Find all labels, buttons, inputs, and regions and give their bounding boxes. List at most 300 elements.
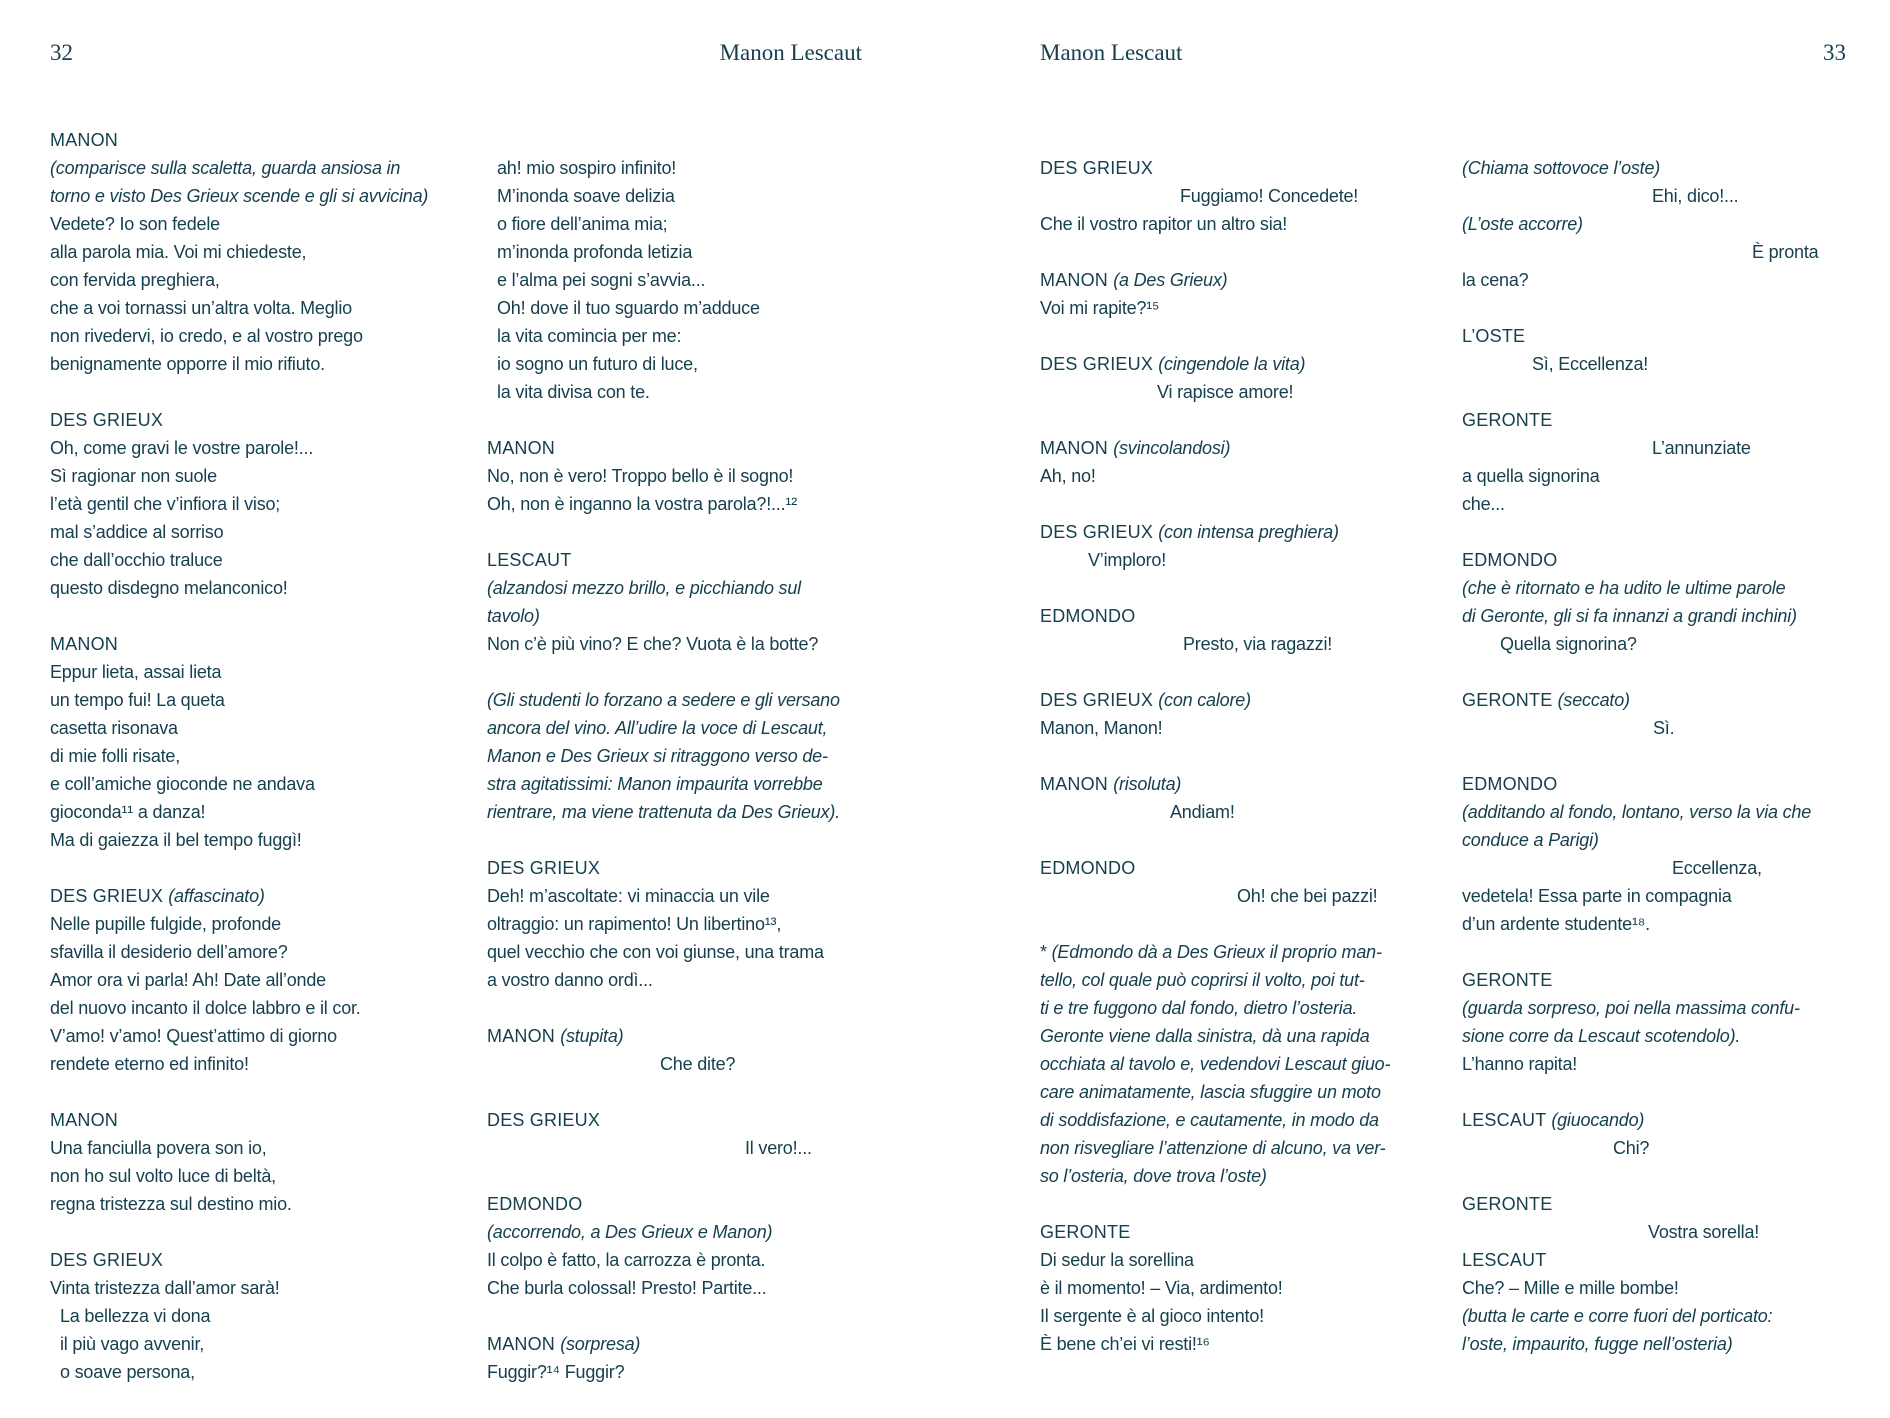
stage-direction-text: (Chiama sottovoce l’oste)	[1462, 158, 1661, 178]
verse-text: non ho sul volto luce di beltà,	[50, 1166, 276, 1186]
stage-direction-text: (L’oste accorre)	[1462, 214, 1583, 234]
verse-text: Quella signorina?	[1500, 634, 1637, 654]
stage-direction	[1462, 798, 1848, 826]
verse-line	[50, 490, 430, 518]
verse-line	[487, 630, 867, 658]
speaker-line	[50, 406, 430, 434]
verse-text: Sì.	[1653, 718, 1675, 738]
verse-line	[1462, 854, 1848, 882]
running-title-left: Manon Lescaut	[719, 40, 862, 65]
verse-line	[487, 966, 867, 994]
verse-line	[1462, 1050, 1848, 1078]
speaker-line	[487, 1330, 867, 1358]
stage-direction	[1462, 154, 1848, 182]
speech-block	[1040, 938, 1422, 1190]
verse-text: Il sergente è al gioco intento!	[1040, 1306, 1264, 1326]
verse-line	[50, 798, 430, 826]
verse-text: con fervida preghiera,	[50, 270, 220, 290]
speech-block	[1462, 686, 1848, 742]
verse-text: Deh! m’ascoltate: vi minaccia un vile	[487, 886, 770, 906]
speaker-name: GERONTE	[1462, 1194, 1553, 1214]
speaker-line	[487, 854, 867, 882]
speaker-name: GERONTE	[1462, 970, 1553, 990]
verse-line	[50, 546, 430, 574]
speech-block	[487, 1330, 867, 1386]
stage-direction	[1040, 966, 1422, 994]
speaker-line	[487, 1022, 867, 1050]
verse-line	[50, 574, 430, 602]
verse-text: gioconda¹¹ a danza!	[50, 802, 206, 822]
speech-block	[487, 686, 867, 826]
stage-direction	[487, 742, 867, 770]
verse-text: mal s’addice al sorriso	[50, 522, 224, 542]
speech-block	[1462, 770, 1848, 938]
stage-direction	[1462, 1330, 1848, 1358]
verse-text: V’imploro!	[1088, 550, 1167, 570]
verse-text: non rivedervi, io credo, e al vostro prego	[50, 326, 363, 346]
stage-direction-text: (giuocando)	[1551, 1110, 1645, 1130]
verse-text: ah! mio sospiro infinito!	[497, 158, 677, 178]
speech-block	[1462, 154, 1848, 294]
verse-line	[487, 378, 867, 406]
verse-text: Eccellenza,	[1672, 858, 1762, 878]
stage-direction	[50, 182, 430, 210]
stage-direction	[1462, 574, 1848, 602]
stage-direction	[1462, 1302, 1848, 1330]
verse-text: oltraggio: un rapimento! Un libertino¹³,	[487, 914, 782, 934]
verse-line	[1040, 546, 1422, 574]
verse-text: Amor ora vi parla! Ah! Date all’onde	[50, 970, 326, 990]
verse-text: M’inonda soave delizia	[497, 186, 675, 206]
verse-line	[1040, 210, 1422, 238]
stage-direction	[1462, 1022, 1848, 1050]
stage-direction-text: (accorrendo, a Des Grieux e Manon)	[487, 1222, 773, 1242]
verse-text: V’amo! v’amo! Quest’attimo di giorno	[50, 1026, 337, 1046]
speech-block	[487, 854, 867, 994]
speaker-line	[1040, 686, 1422, 714]
speaker-line	[1040, 602, 1422, 630]
stage-direction-text: (seccato)	[1557, 690, 1630, 710]
verse-text: Oh, non è inganno la vostra parola?!...¹²	[487, 494, 797, 514]
speaker-line	[1462, 686, 1848, 714]
speech-block	[1040, 1218, 1422, 1358]
verse-line	[50, 714, 430, 742]
verse-line	[50, 210, 430, 238]
stage-direction	[1462, 602, 1848, 630]
verse-text: Eppur lieta, assai lieta	[50, 662, 222, 682]
verse-line	[50, 1302, 430, 1330]
text-column	[50, 126, 430, 1386]
verse-line	[1462, 434, 1848, 462]
verse-line	[1040, 1274, 1422, 1302]
verse-line	[50, 1134, 430, 1162]
speaker-line	[1040, 350, 1422, 378]
speech-block	[1040, 154, 1422, 238]
stage-direction	[1462, 994, 1848, 1022]
speaker-name: MANON	[1040, 774, 1114, 794]
verse-line	[1040, 714, 1422, 742]
verse-line	[487, 882, 867, 910]
verse-text: Vinta tristezza dall’amor sarà!	[50, 1278, 280, 1298]
verse-line	[1040, 378, 1422, 406]
stage-direction-text: (che è ritornato e ha udito le ultime parole	[1462, 578, 1786, 598]
stage-direction	[487, 1218, 867, 1246]
stage-direction-text: (risoluta)	[1113, 774, 1182, 794]
speech-block	[1462, 322, 1848, 378]
speaker-line	[1462, 406, 1848, 434]
verse-line	[50, 462, 430, 490]
stage-direction-text: di soddisfazione, e cautamente, in modo da	[1040, 1110, 1379, 1130]
verse-line	[1462, 238, 1848, 266]
verse-text: di mie folli risate,	[50, 746, 181, 766]
stage-direction-text: (con calore)	[1158, 690, 1251, 710]
verse-text: Oh, come gravi le vostre parole!...	[50, 438, 314, 458]
stage-direction-text: tello, col quale può coprirsi il volto, poi tut-	[1040, 970, 1365, 990]
verse-line	[50, 910, 430, 938]
verse-text: e coll’amiche gioconde ne andava	[50, 774, 315, 794]
verse-line	[50, 434, 430, 462]
verse-line	[1040, 630, 1422, 658]
verse-text: Vostra sorella!	[1648, 1222, 1760, 1242]
verse-line	[487, 1134, 867, 1162]
verse-text: Ah, no!	[1040, 466, 1096, 486]
verse-line	[487, 350, 867, 378]
verse-line	[1040, 938, 1422, 966]
stage-direction-text: (Gli studenti lo forzano a sedere e gli versano	[487, 690, 840, 710]
verse-line	[487, 266, 867, 294]
speaker-line	[1462, 1246, 1848, 1274]
stage-direction	[1462, 210, 1848, 238]
stage-direction-text: sione corre da Lescaut scotendolo).	[1462, 1026, 1741, 1046]
speaker-line	[50, 882, 430, 910]
verse-line	[487, 938, 867, 966]
speaker-line	[50, 1246, 430, 1274]
speaker-line	[50, 126, 430, 154]
verse-text: la cena?	[1462, 270, 1529, 290]
speaker-name: MANON	[1040, 270, 1114, 290]
speaker-line	[1462, 770, 1848, 798]
verse-text: Oh! che bei pazzi!	[1237, 886, 1378, 906]
stage-direction	[487, 770, 867, 798]
speaker-name: GERONTE	[1462, 410, 1553, 430]
verse-line	[487, 210, 867, 238]
speaker-line	[1040, 770, 1422, 798]
verse-line	[487, 182, 867, 210]
speech-block	[1462, 966, 1848, 1078]
speaker-line	[1462, 1106, 1848, 1134]
speaker-name: DES GRIEUX	[50, 410, 164, 430]
verse-text: m’inonda profonda letizia	[497, 242, 693, 262]
speech-block	[487, 1106, 867, 1162]
speaker-name: EDMONDO	[1462, 550, 1558, 570]
verse-text: Che dite?	[660, 1054, 736, 1074]
stage-direction	[1040, 994, 1422, 1022]
verse-line	[1462, 1218, 1848, 1246]
verse-text: e l’alma pei sogni s’avvia...	[497, 270, 706, 290]
verse-line	[50, 1022, 430, 1050]
verse-line	[50, 1274, 430, 1302]
speech-block	[487, 434, 867, 518]
verse-line	[487, 462, 867, 490]
stage-direction-text: (svincolandosi)	[1113, 438, 1231, 458]
verse-text: Vi rapisce amore!	[1157, 382, 1294, 402]
verse-line	[1462, 490, 1848, 518]
speaker-name: GERONTE	[1040, 1222, 1131, 1242]
verse-text: alla parola mia. Voi mi chiedeste,	[50, 242, 307, 262]
stage-direction-text: so l’osteria, dove trova l’oste)	[1040, 1166, 1267, 1186]
verse-text: Che burla colossal! Presto! Partite...	[487, 1278, 767, 1298]
stage-direction-text: torno e visto Des Grieux scende e gli si avvicina)	[50, 186, 429, 206]
stage-direction-text: care animatamente, lascia sfuggire un moto	[1040, 1082, 1381, 1102]
verse-line	[1462, 882, 1848, 910]
verse-text: Vedete? Io son fedele	[50, 214, 220, 234]
speaker-name: DES GRIEUX	[1040, 158, 1154, 178]
stage-direction	[1040, 1050, 1422, 1078]
verse-line	[50, 1050, 430, 1078]
verse-line	[50, 294, 430, 322]
speech-block	[487, 1022, 867, 1078]
stage-direction-text: non risvegliare l’attenzione di alcuno, va ver-	[1040, 1138, 1386, 1158]
verse-text: sfavilla il desiderio dell’amore?	[50, 942, 288, 962]
speaker-name: DES GRIEUX	[487, 858, 601, 878]
speaker-name: MANON	[1040, 438, 1114, 458]
stage-direction-text: occhiata al tavolo e, vedendovi Lescaut giuo-	[1040, 1054, 1391, 1074]
verse-line	[1462, 462, 1848, 490]
verse-line	[487, 322, 867, 350]
verse-line	[50, 1190, 430, 1218]
verse-text: Sì, Eccellenza!	[1532, 354, 1649, 374]
verse-line	[50, 1330, 430, 1358]
verse-line	[1462, 714, 1848, 742]
verse-text: o fiore dell’anima mia;	[497, 214, 668, 234]
verse-line	[1462, 350, 1848, 378]
verse-line	[50, 518, 430, 546]
verse-text: Non c’è più vino? E che? Vuota è la botte?	[487, 634, 819, 654]
speaker-line	[1462, 546, 1848, 574]
stage-direction-text: (Edmondo dà a Des Grieux il proprio man-	[1051, 942, 1382, 962]
speaker-line	[487, 546, 867, 574]
verse-line	[487, 294, 867, 322]
verse-line	[50, 686, 430, 714]
speaker-line	[1040, 434, 1422, 462]
verse-text: un tempo fui! La queta	[50, 690, 225, 710]
verse-text: a quella signorina	[1462, 466, 1600, 486]
verse-text: Che il vostro rapitor un altro sia!	[1040, 214, 1288, 234]
speech-block	[1040, 770, 1422, 826]
stage-direction-text: (cingendole la vita)	[1158, 354, 1306, 374]
speaker-line	[1040, 154, 1422, 182]
verse-text: La bellezza vi dona	[60, 1306, 211, 1326]
speech-block	[1462, 1190, 1848, 1358]
speech-block	[1040, 266, 1422, 322]
text-column	[1040, 154, 1422, 1358]
text-column	[487, 154, 867, 1386]
verse-text: che...	[1462, 494, 1505, 514]
speech-block	[1462, 406, 1848, 518]
verse-text: vedetela! Essa parte in compagnia	[1462, 886, 1732, 906]
verse-text: *	[1040, 942, 1052, 962]
verse-line	[487, 154, 867, 182]
speech-block	[487, 546, 867, 658]
stage-direction-text: (stupita)	[560, 1026, 624, 1046]
verse-line	[1462, 1274, 1848, 1302]
speaker-name: DES GRIEUX	[1040, 354, 1159, 374]
stage-direction	[1040, 1106, 1422, 1134]
verse-text: io sogno un futuro di luce,	[497, 354, 698, 374]
speaker-name: DES GRIEUX	[1040, 690, 1159, 710]
stage-direction-text: ancora del vino. All’udire la voce di Lescaut,	[487, 718, 828, 738]
verse-text: L’annunziate	[1652, 438, 1751, 458]
speaker-name: MANON	[50, 634, 118, 654]
verse-text: o soave persona,	[60, 1362, 195, 1382]
running-title-right: Manon Lescaut	[1040, 40, 1183, 65]
verse-text: il più vago avvenir,	[60, 1334, 205, 1354]
verse-line	[487, 910, 867, 938]
speech-block	[50, 1246, 430, 1386]
verse-text: Il colpo è fatto, la carrozza è pronta.	[487, 1250, 766, 1270]
stage-direction	[487, 574, 867, 602]
verse-text: la vita divisa con te.	[497, 382, 650, 402]
stage-direction	[1040, 1162, 1422, 1190]
verse-line	[487, 1274, 867, 1302]
stage-direction-text: l’oste, impaurito, fugge nell’osteria)	[1462, 1334, 1733, 1354]
speaker-name: LESCAUT	[1462, 1250, 1547, 1270]
speaker-line	[487, 1190, 867, 1218]
verse-text: L’hanno rapita!	[1462, 1054, 1578, 1074]
verse-text: Di sedur la sorellina	[1040, 1250, 1194, 1270]
verse-text: Andiam!	[1170, 802, 1235, 822]
speaker-name: DES GRIEUX	[50, 886, 169, 906]
verse-text: Fuggiamo! Concedete!	[1180, 186, 1359, 206]
verse-text: a vostro danno ordì...	[487, 970, 653, 990]
verse-text: l’età gentil che v’infiora il viso;	[50, 494, 281, 514]
verse-text: Una fanciulla povera son io,	[50, 1138, 267, 1158]
stage-direction-text: Manon e Des Grieux si ritraggono verso de-	[487, 746, 828, 766]
speech-block	[1462, 546, 1848, 658]
speaker-name: L’OSTE	[1462, 326, 1526, 346]
stage-direction	[1040, 1134, 1422, 1162]
verse-line	[1040, 1302, 1422, 1330]
verse-line	[1040, 1246, 1422, 1274]
verse-line	[1462, 1134, 1848, 1162]
stage-direction-text: ti e tre fuggono dal fondo, dietro l’osteria.	[1040, 998, 1358, 1018]
verse-line	[1462, 182, 1848, 210]
speaker-name: GERONTE	[1462, 690, 1558, 710]
speech-block	[50, 1106, 430, 1218]
verse-text: Manon, Manon!	[1040, 718, 1163, 738]
stage-direction	[1040, 1078, 1422, 1106]
speaker-name: EDMONDO	[1040, 858, 1136, 878]
verse-text: benignamente opporre il mio rifiuto.	[50, 354, 325, 374]
speech-block	[1040, 434, 1422, 490]
verse-text: È bene ch’ei vi resti!¹⁶	[1040, 1334, 1210, 1354]
speech-block	[50, 630, 430, 854]
stage-direction	[487, 602, 867, 630]
speaker-line	[50, 1106, 430, 1134]
verse-line	[1040, 1330, 1422, 1358]
verse-text: Il vero!...	[745, 1138, 812, 1158]
verse-line	[1040, 462, 1422, 490]
verse-line	[487, 1050, 867, 1078]
verse-text: No, non è vero! Troppo bello è il sogno!	[487, 466, 794, 486]
speaker-line	[1040, 1218, 1422, 1246]
speaker-name: DES GRIEUX	[1040, 522, 1159, 542]
stage-direction-text: conduce a Parigi)	[1462, 830, 1599, 850]
verse-line	[50, 322, 430, 350]
stage-direction	[487, 686, 867, 714]
verse-text: Che? – Mille e mille bombe!	[1462, 1278, 1679, 1298]
verse-line	[50, 266, 430, 294]
verse-text: questo disdegno melanconico!	[50, 578, 288, 598]
verse-text: Ma di gaiezza il bel tempo fuggì!	[50, 830, 302, 850]
speech-block	[50, 406, 430, 602]
speaker-line	[1462, 1190, 1848, 1218]
speech-block	[1040, 686, 1422, 742]
verse-text: la vita comincia per me:	[497, 326, 682, 346]
speaker-line	[50, 630, 430, 658]
speaker-line	[1462, 966, 1848, 994]
speaker-name: EDMONDO	[487, 1194, 583, 1214]
verse-text: casetta risonava	[50, 718, 178, 738]
verse-line	[50, 966, 430, 994]
speech-block	[487, 154, 867, 406]
verse-text: è il momento! – Via, ardimento!	[1040, 1278, 1283, 1298]
speaker-name: LESCAUT	[487, 550, 572, 570]
verse-line	[1040, 882, 1422, 910]
speaker-name: MANON	[487, 1334, 561, 1354]
speech-block	[1040, 602, 1422, 658]
verse-line	[50, 770, 430, 798]
verse-line	[50, 938, 430, 966]
verse-text: Voi mi rapite?¹⁵	[1040, 298, 1160, 318]
verse-text: che dall’occhio traluce	[50, 550, 223, 570]
speech-block	[1040, 854, 1422, 910]
stage-direction-text: rientrare, ma viene trattenuta da Des Grieux).	[487, 802, 840, 822]
verse-text: del nuovo incanto il dolce labbro e il cor.	[50, 998, 361, 1018]
verse-line	[50, 350, 430, 378]
verse-text: Ehi, dico!...	[1652, 186, 1739, 206]
speaker-line	[1040, 266, 1422, 294]
stage-direction-text: (comparisce sulla scaletta, guarda ansiosa in	[50, 158, 401, 178]
speaker-name: MANON	[50, 130, 118, 150]
speech-block	[50, 126, 430, 378]
verse-text: d’un ardente studente¹⁸.	[1462, 914, 1650, 934]
verse-line	[1040, 798, 1422, 826]
text-column	[1462, 154, 1848, 1358]
verse-text: che a voi tornassi un’altra volta. Meglio	[50, 298, 352, 318]
speech-block	[1462, 1106, 1848, 1162]
verse-line	[50, 1358, 430, 1386]
stage-direction-text: tavolo)	[487, 606, 540, 626]
verse-line	[1040, 294, 1422, 322]
speaker-name: DES GRIEUX	[50, 1250, 164, 1270]
stage-direction	[1040, 1022, 1422, 1050]
verse-text: Oh! dove il tuo sguardo m’adduce	[497, 298, 760, 318]
verse-text: Chi?	[1613, 1138, 1650, 1158]
page-number-left: 32	[50, 40, 73, 65]
verse-text: regna tristezza sul destino mio.	[50, 1194, 292, 1214]
verse-text: Presto, via ragazzi!	[1183, 634, 1333, 654]
speaker-name: LESCAUT	[1462, 1110, 1552, 1130]
stage-direction-text: Geronte viene dalla sinistra, dà una rapida	[1040, 1026, 1370, 1046]
stage-direction-text: stra agitatissimi: Manon impaurita vorrebbe	[487, 774, 823, 794]
verse-line	[1462, 910, 1848, 938]
stage-direction-text: (con intensa preghiera)	[1158, 522, 1339, 542]
speech-block	[50, 882, 430, 1078]
stage-direction	[487, 714, 867, 742]
verse-line	[50, 1162, 430, 1190]
page-number-right: 33	[1823, 40, 1846, 65]
